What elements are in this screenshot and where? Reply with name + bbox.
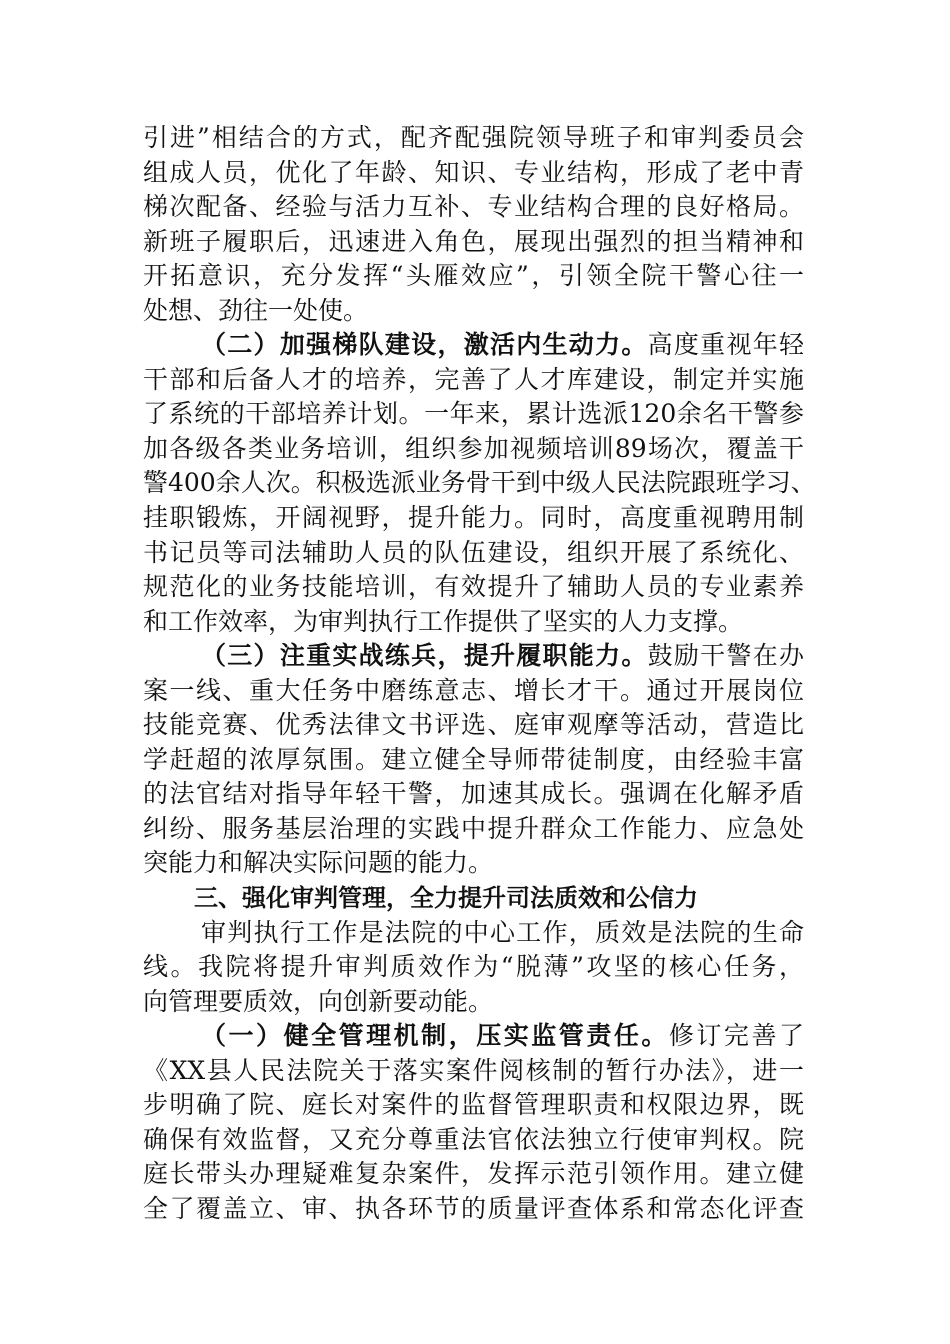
line-text: 挂职锻炼，开阔视野，提升能力。同时，高度重视聘用制 (143, 503, 804, 533)
text-line (143, 190, 804, 225)
line-text: 案一线、重大任务中磨练意志、增长才干。通过开展岗位 (143, 675, 804, 705)
line-text: 突能力和解决实际问题的能力。 (143, 848, 494, 878)
line-text: 和工作效率，为审判执行工作提供了坚实的人力支撑。 (143, 606, 744, 636)
line-text: 新班子履职后，迅速进入角色，展现出强烈的担当精神和 (143, 226, 804, 256)
subsection-title: （三）注重实战练兵，提升履职能力。 (201, 641, 648, 671)
line-text: 向管理要质效，向创新要动能。 (143, 986, 494, 1016)
line-text: 全了覆盖立、审、执各环节的质量评查体系和常态化评查 (143, 1193, 804, 1223)
text-line (143, 121, 804, 156)
line-text: 纠纷、服务基层治理的实践中提升群众工作能力、应急处 (143, 813, 804, 843)
text-line (143, 294, 804, 329)
text-line (143, 259, 804, 294)
text-line (143, 1123, 804, 1158)
text-line (143, 397, 804, 432)
text-line (143, 985, 804, 1020)
line-text: 鼓励干警在办 (647, 641, 804, 671)
text-line (143, 1157, 804, 1192)
text-line (143, 536, 804, 571)
text-line (143, 501, 804, 536)
text-line (143, 1054, 804, 1089)
subsection-title: （一）健全管理机制，压实监管责任。 (201, 1021, 669, 1051)
text-line (143, 225, 804, 260)
line-text: 引进”相结合的方式，配齐配强院领导班子和审判委员会 (143, 123, 804, 152)
line-text: 步明确了院、庭长对案件的监督管理职责和权限边界，既 (143, 1090, 804, 1120)
text-line (143, 916, 804, 951)
text-line (143, 363, 804, 398)
text-line (143, 466, 816, 501)
line-text: 组成人员，优化了年龄、知识、专业结构，形成了老中青 (143, 157, 804, 187)
line-text: 了系统的干部培养计划。一年来，累计选派120余名干警参 (143, 399, 804, 429)
text-line (143, 743, 804, 778)
line-text: 规范化的业务技能培训，有效提升了辅助人员的专业素养 (143, 572, 804, 602)
text-line (143, 328, 804, 363)
line-text: 开拓意识，充分发挥“头雁效应”，引领全院干警心往一 (143, 261, 804, 291)
text-line (143, 1088, 804, 1123)
line-text: 干部和后备人才的培养，完善了人才库建设，制定并实施 (143, 364, 804, 394)
line-text: 三、强化审判管理，全力提升司法质效和公信力 (194, 884, 698, 913)
line-text: 梯次配备、经验与活力互补、专业结构合理的良好格局。 (143, 192, 804, 222)
text-line (143, 950, 804, 985)
line-text: 《XX县人民法院关于落实案件阅核制的暂行办法》，进一 (143, 1055, 804, 1085)
line-text: 的法官结对指导年轻干警，加速其成长。强调在化解矛盾 (143, 779, 804, 809)
text-line (143, 674, 804, 709)
text-line (143, 846, 804, 881)
text-line (143, 570, 804, 605)
line-text: 庭长带头办理疑难复杂案件，发挥示范引领作用。建立健 (143, 1159, 804, 1189)
line-text: 书记员等司法辅助人员的队伍建设，组织开展了系统化、 (143, 537, 804, 567)
text-line (143, 156, 804, 191)
line-text: 加各级各类业务培训，组织参加视频培训89场次，覆盖干 (143, 433, 804, 463)
text-line (143, 605, 804, 640)
line-text: 学赶超的浓厚氛围。建立健全导师带徒制度，由经验丰富 (143, 744, 804, 774)
line-text: 确保有效监督，又充分尊重法官依法独立行使审判权。院 (143, 1124, 804, 1154)
line-text: 技能竞赛、优秀法律文书评选、庭审观摩等活动，营造比 (143, 710, 804, 740)
line-text: 高度重视年轻 (647, 330, 804, 360)
text-line (143, 812, 804, 847)
text-line (143, 1192, 804, 1227)
line-text: 处想、劲往一处使。 (143, 295, 369, 325)
line-text: 警400余人次。积极选派业务骨干到中级人民法院跟班学习、 (143, 468, 816, 498)
text-line (143, 639, 804, 674)
section-heading (143, 881, 804, 916)
text-line (143, 777, 804, 812)
line-text: 审判执行工作是法院的中心工作，质效是法院的生命 (201, 917, 804, 947)
line-text: 线。我院将提升审判质效作为“脱薄”攻坚的核心任务， (143, 952, 804, 982)
text-line (143, 432, 804, 467)
document-page (143, 121, 816, 1227)
line-text: 修订完善了 (668, 1021, 804, 1051)
subsection-title: （二）加强梯队建设，激活内生动力。 (201, 330, 648, 360)
text-line (143, 708, 804, 743)
text-line (143, 1019, 804, 1054)
